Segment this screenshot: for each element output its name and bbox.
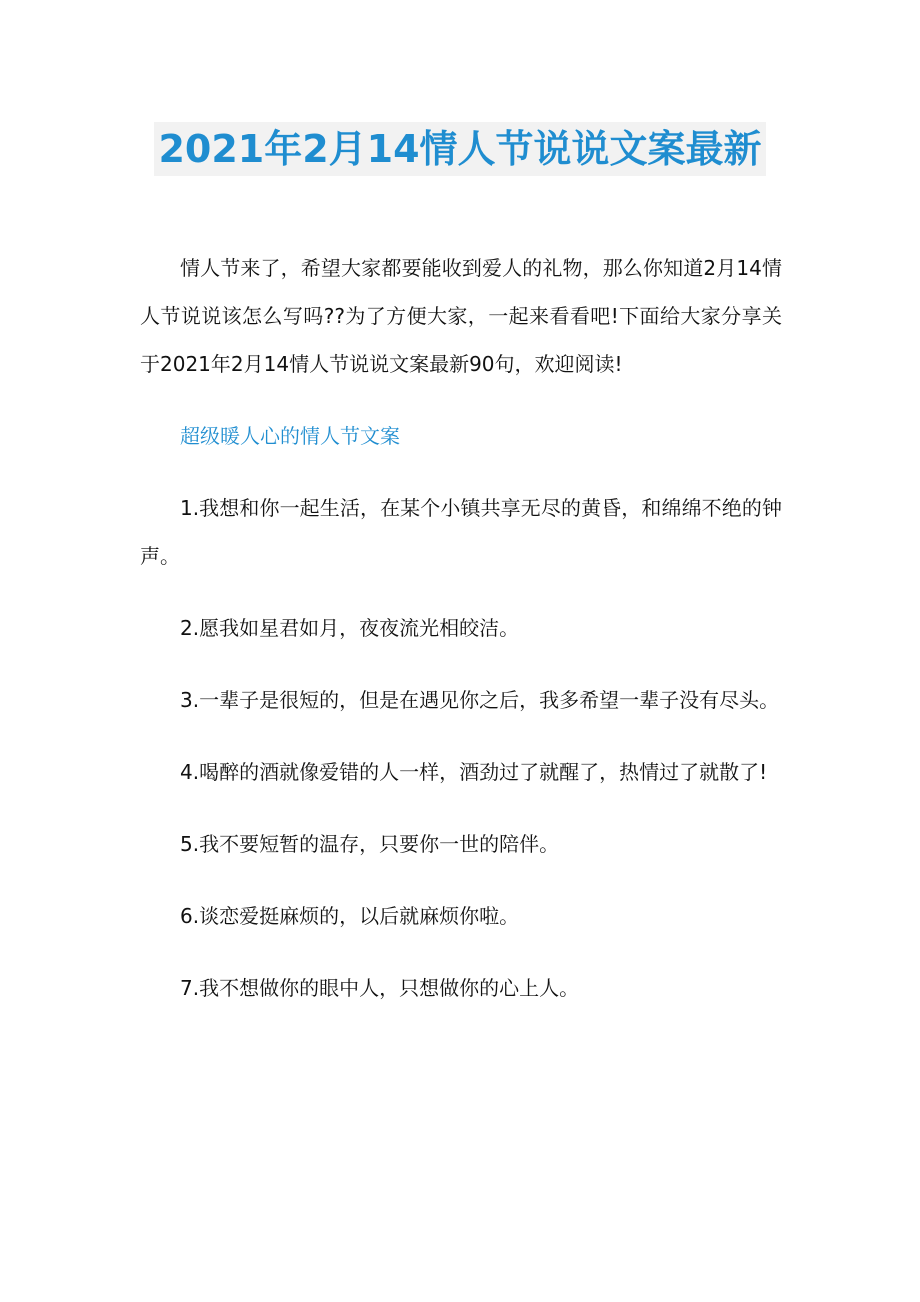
section-heading: 超级暖人心的情人节文案 bbox=[180, 424, 400, 448]
list-item: 2.愿我如星君如月，夜夜流光相皎洁。 bbox=[180, 616, 520, 640]
list-item: 4.喝醉的酒就像爱错的人一样，酒劲过了就醒了，热情过了就散了! bbox=[180, 760, 768, 784]
title-container bbox=[0, 122, 920, 176]
intro-paragraph: 情人节来了，希望大家都要能收到爱人的礼物，那么你知道2月14情人节说说该怎么写吗??为了方便大家，一起来看看吧!下面给大家分享关于2021年2月14情人节说说文案最新90句，欢迎阅读! bbox=[140, 256, 782, 376]
list-item: 7.我不想做你的眼中人，只想做你的心上人。 bbox=[180, 976, 580, 1000]
list-item: 3.一辈子是很短的，但是在遇见你之后，我多希望一辈子没有尽头。 bbox=[180, 688, 780, 712]
list-item: 1.我想和你一起生活，在某个小镇共享无尽的黄昏，和绵绵不绝的钟声。 bbox=[140, 496, 782, 568]
list-item: 5.我不要短暂的温存，只要你一世的陪伴。 bbox=[180, 832, 560, 856]
page-title: 2021年2月14情人节说说文案最新 bbox=[154, 122, 765, 176]
list-item: 6.谈恋爱挺麻烦的，以后就麻烦你啦。 bbox=[180, 904, 520, 928]
document-body bbox=[140, 244, 782, 1036]
